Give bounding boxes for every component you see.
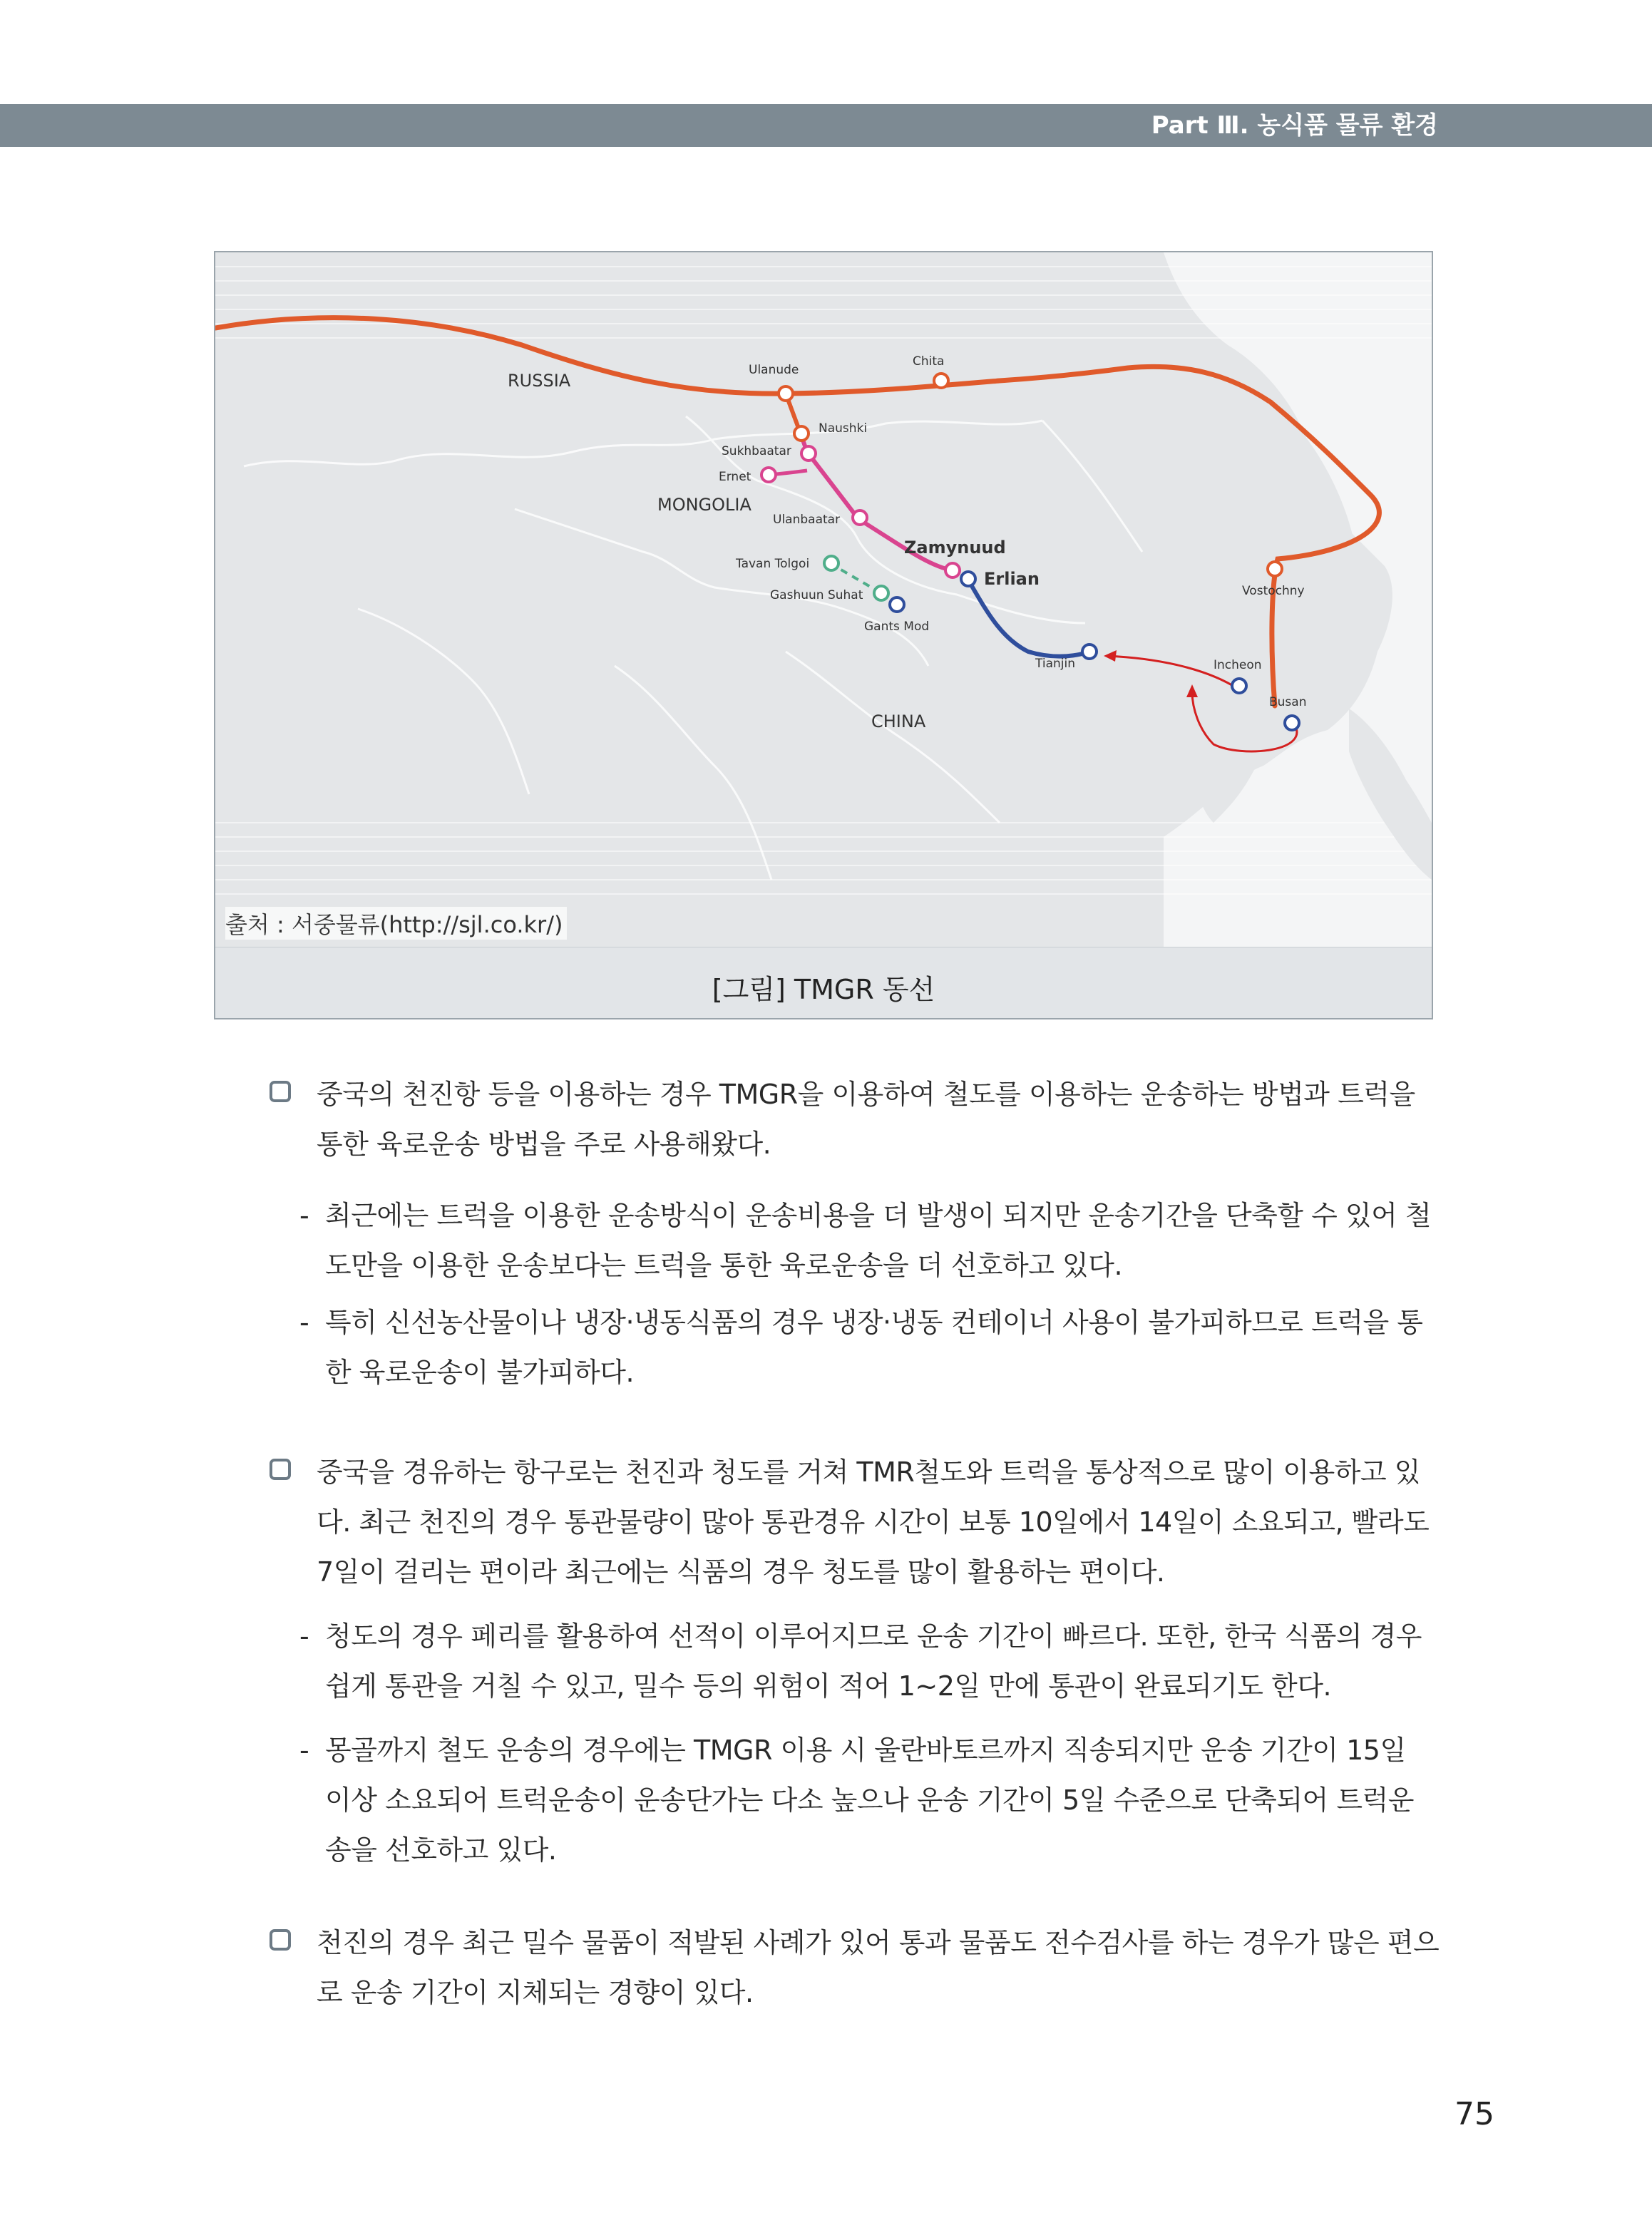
country-label-mongolia: MONGOLIA: [657, 495, 751, 515]
dash-bullet: -: [299, 1307, 309, 1338]
station-gants-mod-label: Gants Mod: [864, 620, 930, 634]
station-incheon-marker: [1232, 679, 1246, 693]
station-gashuun-suhat-marker: [874, 586, 888, 600]
country-label-russia: RUSSIA: [508, 371, 571, 391]
station-sukhbaatar-label: Sukhbaatar: [722, 444, 791, 458]
station-erlian-label: Erlian: [984, 569, 1040, 589]
station-erlian-marker: [961, 572, 975, 586]
station-ulanbaatar-marker: [853, 510, 867, 525]
page-number: 75: [1455, 2096, 1494, 2132]
figure: [214, 251, 1433, 1019]
station-ulanude-marker: [779, 386, 793, 401]
station-tianjin-label: Tianjin: [1035, 657, 1075, 671]
station-chita-marker: [934, 374, 948, 388]
station-naushki-marker: [794, 426, 809, 441]
section-1-item-1-text: 최근에는 트럭을 이용한 운송방식이 운송비용을 더 발생이 되지만 운송기간을 단축할 수 있어 철도만을 이용한 운송보다는 트럭을 통한 육로운송을 더 선호하고 있다.: [325, 1200, 1432, 1281]
section-2-text: 중국을 경유하는 항구로는 천진과 청도를 거쳐 TMR철도와 트럭을 통상적으로 많이 이용하고 있다. 최근 천진의 경우 통관물량이 많아 통관경유 시간이 보통 10일에서 14일이 소요되고, 빨라도 7일이 걸리는 편이라 최근에는 식품의 경우 청도를 많이 활용하는 편이다.: [317, 1456, 1430, 1588]
station-busan-marker: [1285, 716, 1299, 730]
section-2-item-2-text: 몽골까지 철도 운송의 경우에는 TMGR 이용 시 울란바토르까지 직송되지만 운송 기간이 15일 이상 소요되어 트럭운송이 운송단가는 다소 높으나 운송 기간이 5일 수준으로 단축되어 트럭운송을 선호하고 있다.: [325, 1735, 1414, 1866]
station-incheon-label: Incheon: [1214, 658, 1262, 672]
station-gashuun-suhat-label: Gashuun Suhat: [770, 588, 863, 602]
station-ernet-marker: [761, 468, 776, 482]
station-zamynuud-marker: [945, 563, 960, 577]
figure-caption: [그림] TMGR 동선: [712, 974, 935, 1005]
dash-bullet: -: [299, 1735, 309, 1766]
section-2-item-1-text: 청도의 경우 페리를 활용하여 선적이 이루어지므로 운송 기간이 빠르다. 또한, 한국 식품의 경우 쉽게 통관을 거칠 수 있고, 밀수 등의 위험이 적어 1~2일 만에 통관이 완료되기도 한다.: [325, 1620, 1422, 1702]
route-map: [215, 252, 1432, 947]
station-naushki-label: Naushki: [819, 421, 868, 436]
station-chita-label: Chita: [913, 354, 945, 369]
station-vostochny-marker: [1268, 562, 1282, 576]
figure-source: 출처 : 서중물류(http://sjl.co.kr/): [225, 907, 567, 940]
station-gants-mod-marker: [890, 597, 904, 612]
station-busan-label: Busan: [1269, 695, 1307, 709]
header-title: Part Ⅲ. 농식품 물류 환경: [1151, 111, 1438, 140]
checkbox-bullet-icon: [270, 1081, 291, 1102]
station-ulanude-label: Ulanude: [749, 363, 799, 377]
section-1-item-2-text: 특히 신선농산물이나 냉장‧냉동식품의 경우 냉장‧냉동 컨테이너 사용이 불가피하므로 트럭을 통한 육로운송이 불가피하다.: [325, 1307, 1423, 1388]
station-tianjin-marker: [1082, 644, 1097, 659]
dash-bullet: -: [299, 1620, 309, 1652]
country-label-china: CHINA: [871, 711, 926, 731]
station-ulanbaatar-label: Ulanbaatar: [773, 513, 841, 527]
dash-bullet: -: [299, 1200, 309, 1231]
station-tavan-tolgoi-marker: [824, 556, 838, 570]
checkbox-bullet-icon: [270, 1929, 291, 1951]
station-tavan-tolgoi-label: Tavan Tolgoi: [736, 557, 810, 571]
station-sukhbaatar-marker: [801, 446, 816, 461]
section-1-text: 중국의 천진항 등을 이용하는 경우 TMGR을 이용하여 철도를 이용하는 운송하는 방법과 트럭을 통한 육로운송 방법을 주로 사용해왔다.: [317, 1079, 1415, 1160]
station-zamynuud-label: Zamynuud: [904, 538, 1006, 558]
checkbox-bullet-icon: [270, 1459, 291, 1480]
station-vostochny-label: Vostochny: [1242, 584, 1305, 598]
station-ernet-label: Ernet: [719, 470, 751, 484]
figure-caption-band: [215, 947, 1432, 1019]
section-3-text: 천진의 경우 최근 밀수 물품이 적발된 사례가 있어 통과 물품도 전수검사를 하는 경우가 많은 편으로 운송 기간이 지체되는 경향이 있다.: [317, 1927, 1440, 2008]
